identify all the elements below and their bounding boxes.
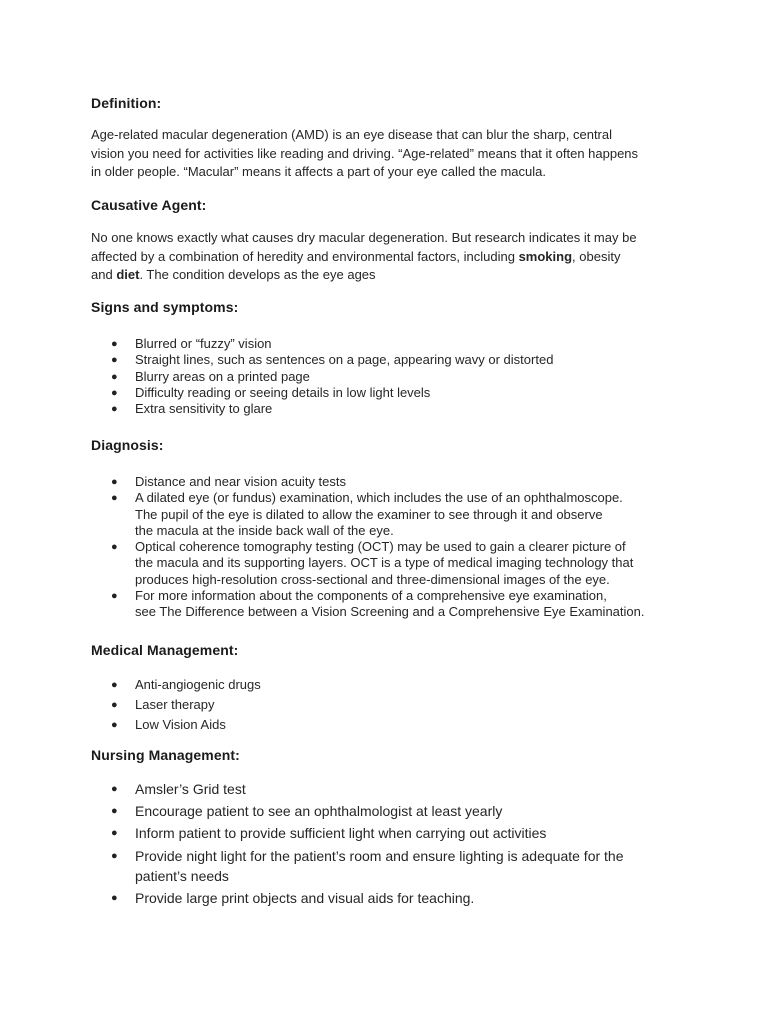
diagnosis-item-text: the macula and its supporting layers. OCT is a type of medical imaging technology that: [135, 555, 634, 571]
nursing-item-text: patient’s needs: [135, 868, 229, 885]
causative-section: [91, 197, 691, 285]
bullet-icon: ●: [111, 783, 118, 795]
signs-heading: Signs and symptoms:: [91, 299, 239, 315]
bullet-icon: ●: [111, 892, 118, 905]
bullet-icon: ●: [111, 403, 118, 416]
bullet-icon: ●: [111, 338, 118, 350]
signs-list: [91, 336, 691, 417]
definition-line: in older people. “Macular” means it affects a part of your eye called the macula.: [91, 164, 546, 179]
medical-item: [91, 695, 691, 715]
diagnosis-item: [91, 474, 691, 490]
definition-heading: Definition:: [91, 95, 162, 111]
signs-item: [91, 352, 691, 368]
nursing-item-text: Encourage patient to see an ophthalmologist at least yearly: [135, 803, 503, 820]
medical-item: [91, 675, 691, 695]
signs-item-text: Blurred or “fuzzy” vision: [135, 336, 272, 351]
signs-item-text: Difficulty reading or seeing details in low light levels: [135, 384, 431, 400]
bullet-icon: ●: [111, 476, 118, 488]
nursing-item-text: Provide night light for the patient’s room and ensure lighting is adequate for the: [135, 847, 624, 864]
definition-section: [91, 95, 691, 182]
bullet-icon: ●: [111, 699, 118, 711]
signs-item-text: Straight lines, such as sentences on a page, appearing wavy or distorted: [135, 352, 554, 368]
nursing-heading: Nursing Management:: [91, 747, 240, 763]
bullet-icon: ●: [111, 492, 118, 505]
diagnosis-item: [91, 539, 691, 588]
diagnosis-item: [91, 490, 691, 539]
signs-item: [91, 401, 691, 417]
smoking-emphasis: smoking: [518, 248, 573, 264]
medical-item-text: Low Vision Aids: [135, 717, 226, 732]
nursing-item-text: Amsler’s Grid test: [135, 781, 246, 797]
signs-item: [91, 369, 691, 385]
causative-heading: Causative Agent:: [91, 197, 207, 213]
nursing-item: [91, 801, 691, 823]
bullet-icon: ●: [111, 386, 118, 399]
definition-line: vision you need for activities like reading and driving. “Age-related” means that it often happens: [91, 145, 639, 161]
diagnosis-heading: Diagnosis:: [91, 437, 164, 453]
signs-item-text: Extra sensitivity to glare: [135, 401, 273, 417]
bullet-icon: ●: [111, 541, 118, 554]
diet-emphasis: diet: [116, 267, 140, 282]
diagnosis-item-text: produces high-resolution cross-sectional and three-dimensional images of the eye.: [135, 571, 610, 587]
medical-item-text: Laser therapy: [135, 697, 215, 712]
signs-section: [91, 299, 691, 417]
diagnosis-item-text: the macula at the inside back wall of the eye.: [135, 522, 394, 538]
medical-section: [91, 642, 691, 735]
definition-paragraph: [91, 126, 691, 182]
medical-heading: Medical Management:: [91, 642, 239, 658]
causative-line: affected by a combination of heredity and environmental factors, including smoking, obesity: [91, 248, 621, 264]
diagnosis-section: [91, 437, 691, 621]
signs-item: [91, 385, 691, 401]
bullet-icon: ●: [111, 590, 118, 603]
nursing-item: [91, 779, 691, 801]
diagnosis-item-text: Optical coherence tomography testing (OCT) may be used to gain a clearer picture of: [135, 539, 626, 555]
medical-item: [91, 715, 691, 735]
causative-paragraph: [91, 229, 691, 285]
nursing-item: [91, 888, 691, 910]
definition-line: Age-related macular degeneration (AMD) is an eye disease that can blur the sharp, central: [91, 127, 613, 142]
bullet-icon: ●: [111, 354, 118, 367]
bullet-icon: ●: [111, 679, 118, 691]
nursing-item-text: Provide large print objects and visual aids for teaching.: [135, 890, 475, 907]
bullet-icon: ●: [111, 827, 118, 840]
diagnosis-item-text: For more information about the components of a comprehensive eye examination,: [135, 588, 607, 604]
nursing-item: [91, 846, 691, 889]
diagnosis-item-text: A dilated eye (or fundus) examination, which includes the use of an ophthalmoscope.: [135, 490, 623, 506]
diagnosis-item: [91, 588, 691, 621]
diagnosis-item-text: Distance and near vision acuity tests: [135, 474, 346, 489]
nursing-section: [91, 747, 691, 910]
causative-line: and diet. The condition develops as the eye ages: [91, 267, 376, 282]
medical-item-text: Anti-angiogenic drugs: [135, 677, 261, 692]
diagnosis-item-text: The pupil of the eye is dilated to allow the examiner to see through it and observe: [135, 506, 603, 522]
nursing-list: [91, 779, 691, 910]
causative-line: No one knows exactly what causes dry macular degeneration. But research indicates it may be: [91, 230, 637, 245]
nursing-item: [91, 823, 691, 845]
bullet-icon: ●: [111, 805, 118, 818]
diagnosis-list: [91, 474, 691, 621]
nursing-item-text: Inform patient to provide sufficient light when carrying out activities: [135, 825, 547, 842]
bullet-icon: ●: [111, 370, 118, 383]
bullet-icon: ●: [111, 849, 118, 862]
diagnosis-item-text: see The Difference between a Vision Screening and a Comprehensive Eye Examination.: [135, 604, 645, 620]
signs-item: [91, 336, 691, 352]
medical-list: [91, 675, 691, 735]
bullet-icon: ●: [111, 719, 118, 731]
signs-item-text: Blurry areas on a printed page: [135, 368, 310, 384]
